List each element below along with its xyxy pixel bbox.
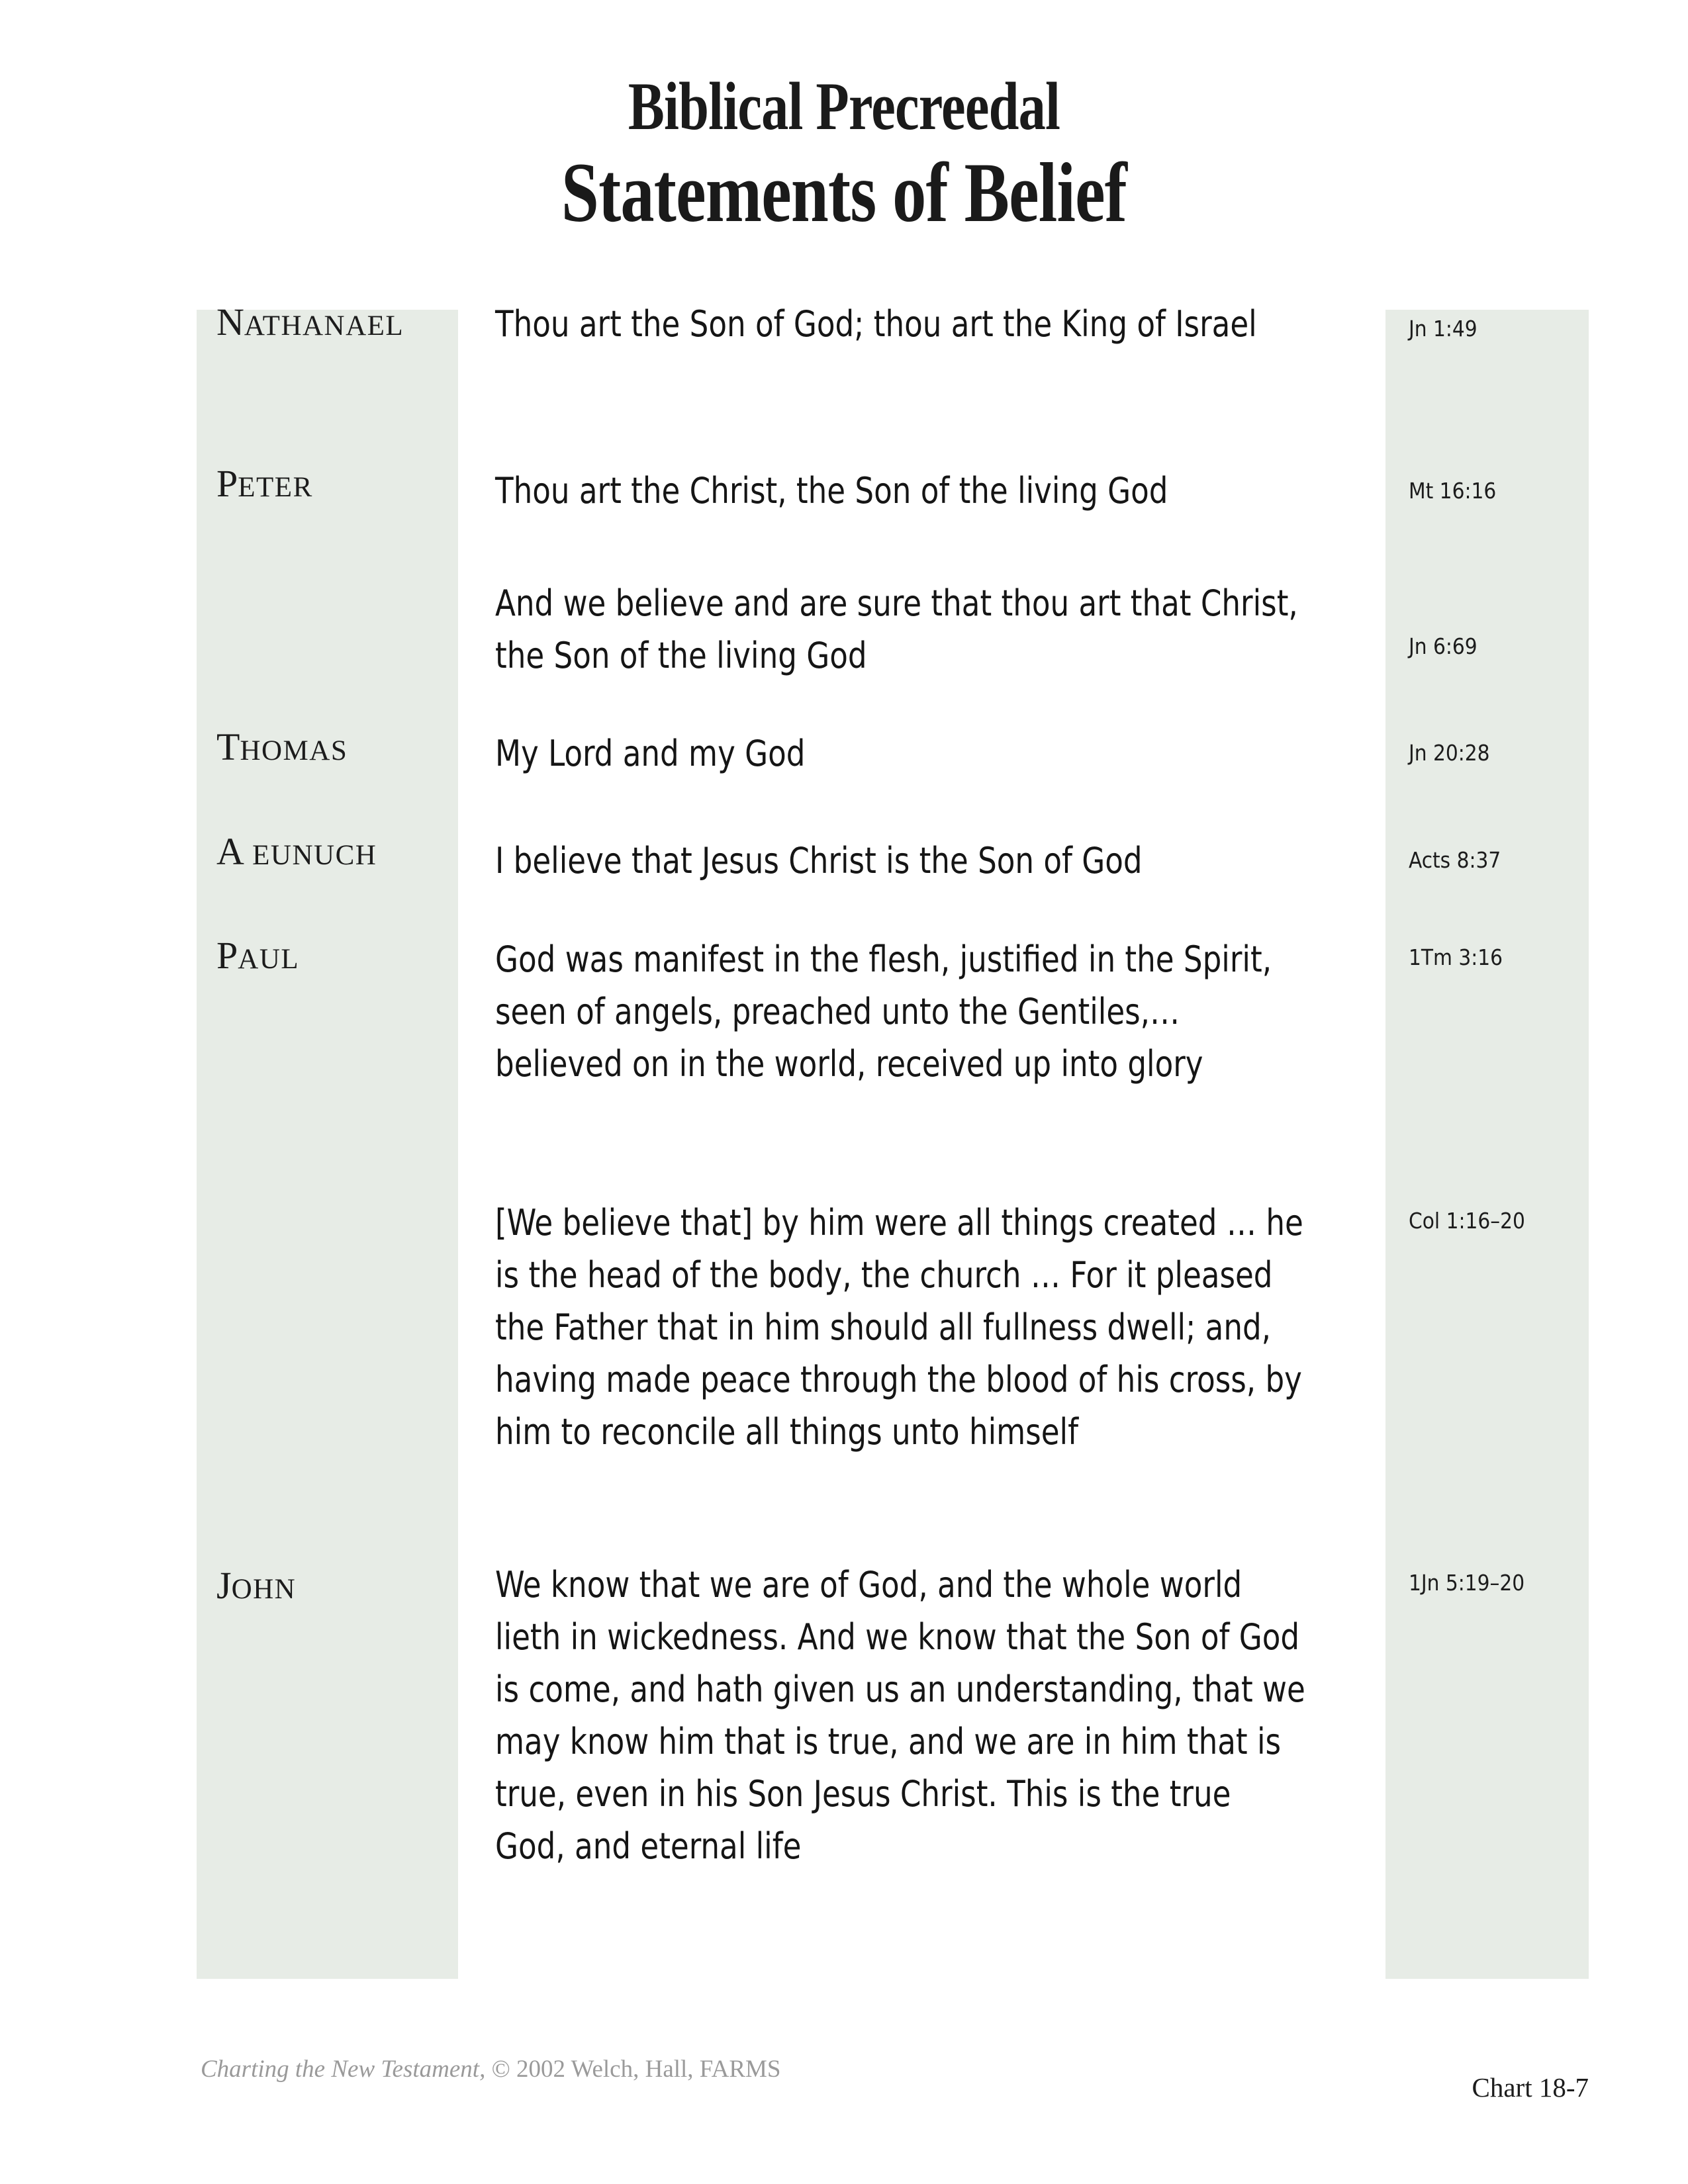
footer-source	[201, 2055, 781, 2083]
scripture-reference: Jn 1:49	[1409, 316, 1477, 341]
scripture-reference: Acts 8:37	[1409, 847, 1501, 873]
name-initial: T	[216, 725, 240, 768]
scripture-reference: Col 1:16–20	[1409, 1208, 1525, 1234]
name-smallcaps: ETER	[238, 472, 313, 503]
scripture-reference: Jn 6:69	[1409, 633, 1477, 659]
statement-text: Thou art the Son of God; thou art the King of Israel	[495, 303, 1257, 345]
statement-text: [We believe that] by him were all things created … he is the head of the body, the church … For it pleased the Father that in him should all fullness dwell; and, having made peace through the blood of his cross, by him to reconcile all things unto himself	[495, 1202, 1303, 1453]
title-line-primary: Biblical Precreedal	[628, 69, 1060, 144]
name-smallcaps: AUL	[238, 944, 300, 975]
name-initial: N	[216, 300, 244, 343]
name-initial: P	[216, 934, 238, 977]
name-initial: A	[216, 830, 244, 873]
scripture-reference: 1Tm 3:16	[1409, 944, 1503, 970]
statement-text: God was manifest in the flesh, justified in the Spirit, seen of angels, preached unto the Gentiles,… believed on in the world, received up into glory	[495, 938, 1272, 1085]
row-name-nathanael	[216, 300, 455, 345]
row-name-a-eunuch	[216, 830, 455, 875]
statement-text: Thou art the Christ, the Son of the living God	[495, 470, 1168, 512]
statement-text: We know that we are of God, and the whole world lieth in wickedness. And we know that the Son of God is come, and hath given us an understanding, that we may know him that is true, and we are in him that is true, even in his Son Jesus Christ. This is the true God, and eternal life	[495, 1564, 1305, 1867]
name-smallcaps: EUNUCH	[244, 840, 377, 871]
name-column-background	[197, 310, 458, 1979]
scripture-reference: Jn 20:28	[1409, 740, 1490, 766]
title-line-secondary: Statements of Belief	[561, 146, 1127, 240]
footer-source-credit: © 2002 Welch, Hall, FARMS	[485, 2056, 781, 2083]
reference-column-background	[1385, 310, 1589, 1979]
row-name-thomas	[216, 725, 455, 770]
name-smallcaps: HOMAS	[240, 735, 348, 766]
name-initial: J	[216, 1564, 232, 1607]
page-title	[0, 69, 1688, 238]
scripture-reference: 1Jn 5:19–20	[1409, 1570, 1525, 1596]
footer-source-title: Charting the New Testament,	[201, 2056, 486, 2083]
footer-chart-number: Chart 18-7	[1472, 2072, 1589, 2103]
row-name-john	[216, 1564, 455, 1609]
name-smallcaps: ATHANAEL	[244, 310, 404, 341]
row-name-peter	[216, 462, 455, 507]
name-initial: P	[216, 462, 238, 505]
row-name-paul	[216, 936, 455, 979]
statement-text: I believe that Jesus Christ is the Son of God	[495, 840, 1143, 882]
statement-text: And we believe and are sure that thou art that Christ, the Son of the living God	[495, 582, 1298, 676]
scripture-reference: Mt 16:16	[1409, 478, 1497, 504]
statement-text: My Lord and my God	[495, 733, 806, 774]
name-smallcaps: OHN	[231, 1574, 297, 1605]
